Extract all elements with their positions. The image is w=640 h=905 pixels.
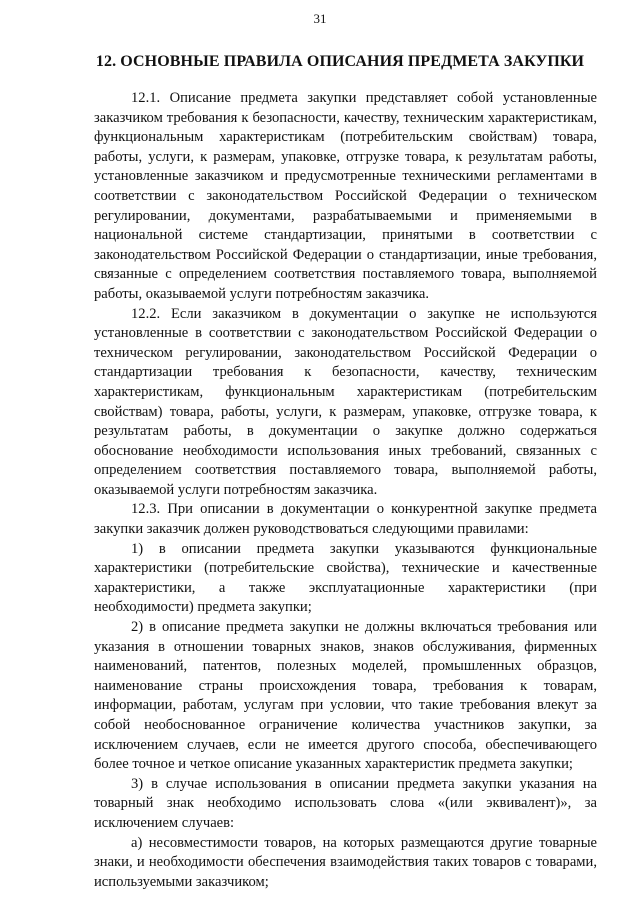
document-body — [94, 89, 597, 892]
paragraph-12-2: 12.2. Если заказчиком в документации о закупке не используются установленные в соответствии с законодательством Российской Федерации о техническом регулировании, законодательством Российской Федерации о стандартизации требования к безопасности, качеству, техническим характеристикам, функциональным характеристикам (потребительским свойствам) товара, работы, услуги, к размерам, упаковке, отгрузке товара, к результатам работы, в документации о закупке должно содержаться обоснование необходимости использования иных требований, связанных с определением соответствия поставляемого товара, выполняемой работы, оказываемой услуги потребностям заказчика. — [94, 305, 597, 498]
page-number: 31 — [313, 11, 327, 26]
paragraph-12-1: 12.1. Описание предмета закупки представляет собой установленные заказчиком требования к безопасности, качеству, техническим характеристикам, функциональным характеристикам (потребительским свойствам) товара, работы, услуги, к размерам, упаковке, отгрузке товара, к результатам работы, установленные заказчиком и предусмотренные техническими регламентами в соответствии с законодательством Российской Федерации о техническом регулировании, документами, разрабатываемыми и применяемыми в национальной системе стандартизации, принятыми в соответствии с законодательством Российской Федерации о стандартизации, иные требования, связанные с определением соответствия поставляемого товара, выполняемой работы, оказываемой услуги потребностям заказчика. — [94, 90, 597, 302]
sub-item-a: а) несовместимости товаров, на которых размещаются другие товарные знаки, и необходимости обеспечения взаимодействия таких товаров с товарами, используемыми заказчиком; — [94, 834, 597, 890]
section-title: 12. ОСНОВНЫЕ ПРАВИЛА ОПИСАНИЯ ПРЕДМЕТА ЗАКУПКИ — [95, 53, 585, 70]
list-item-2: 2) в описание предмета закупки не должны включаться требования или указания в отношении товарных знаков, знаков обслуживания, фирменных наименований, патентов, полезных моделей, промышленных образцов, наименование страны происхождения товара, требования к товарам, информации, работам, услугам при условии, что такие требования влекут за собой необоснованное ограничение количества участников закупки, за исключением случаев, если не имеется другого способа, обеспечивающего более точное и четкое описание указанных характеристик предмета закупки; — [94, 619, 597, 773]
list-item-3: 3) в случае использования в описании предмета закупки указания на товарный знак необходимо использовать слова «(или эквивалент)», за исключением случаев: — [94, 775, 597, 831]
list-item-1: 1) в описании предмета закупки указываются функциональные характеристики (потребительские свойства), технические и качественные характеристики, а также эксплуатационные характеристики (при необходимости) предмета закупки; — [94, 540, 597, 616]
paragraph-12-3: 12.3. При описании в документации о конкурентной закупке предмета закупки заказчик должен руководствоваться следующими правилами: — [94, 501, 597, 538]
